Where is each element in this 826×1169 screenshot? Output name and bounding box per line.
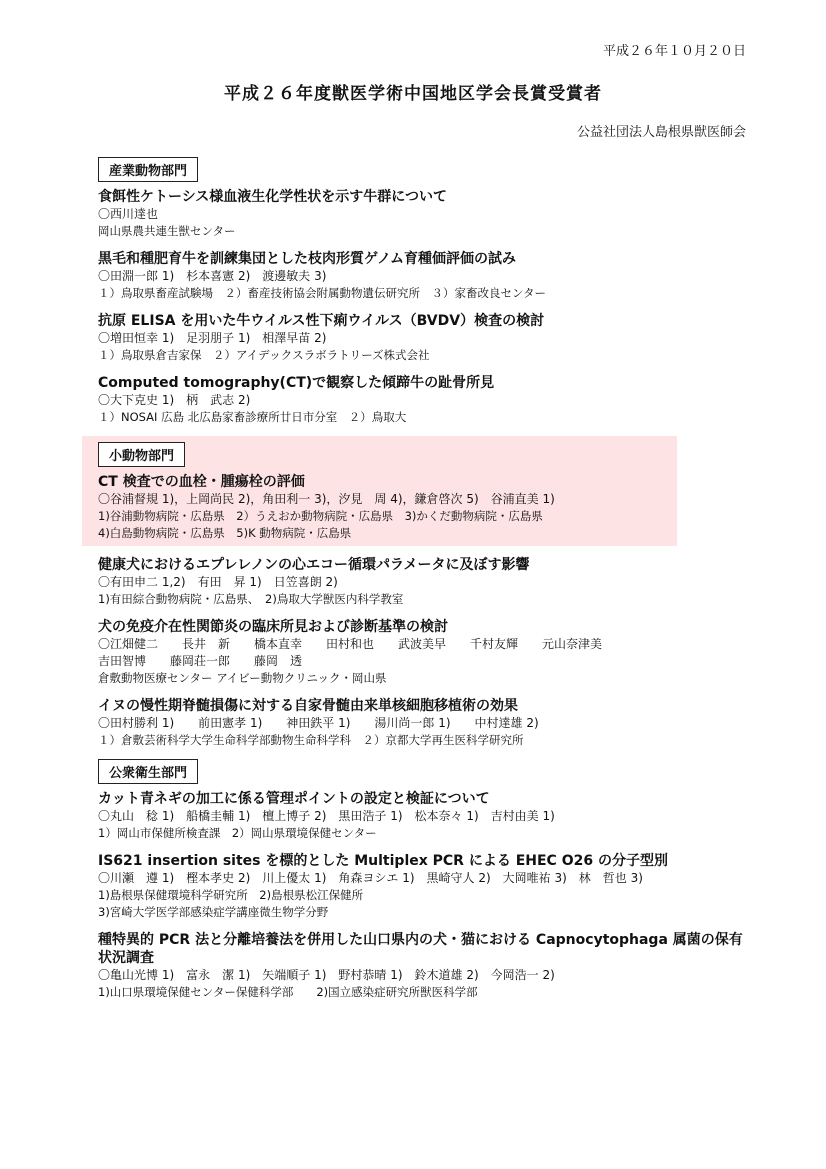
- entry-authors: 〇大下克史 1) 柄 武志 2): [98, 393, 251, 407]
- entry-affiliation: 1）岡山市保健所検査課 2）岡山県環境保健センター: [98, 826, 377, 840]
- document-date: 平成２６年１０月２０日: [602, 44, 746, 59]
- entry-authors: 〇増田恒幸 1) 足羽朋子 1) 相澤早苗 2): [98, 331, 327, 345]
- section-public-health: [98, 759, 748, 1001]
- entry-title: 黒毛和種肥育牛を訓練集団とした枝肉形質ゲノム育種価評価の試み: [98, 251, 517, 267]
- entry-authors: 〇田淵一郎 1) 杉本喜憲 2) 渡邊敏夫 3): [98, 269, 327, 283]
- entry-authors: 〇川瀬 遵 1) 樫本孝史 2) 川上優太 1) 角森ヨシエ 1) 黒崎守人 2) 大岡唯祐 3) 林 哲也 3): [98, 871, 643, 885]
- entry-authors: 吉田智博 藤岡荘一郎 藤岡 透: [98, 654, 303, 668]
- entry-title: CT 検査での血栓・腫瘍栓の評価: [98, 474, 305, 490]
- entry-affiliation: 4)白島動物病院・広島県 5)K 動物病院・広島県: [98, 526, 352, 540]
- entry-title: 健康犬におけるエプレレノンの心エコー循環パラメータに及ぼす影響: [98, 557, 530, 573]
- entry-title: 抗原 ELISA を用いた牛ウイルス性下痢ウイルス（BVDV）検査の検討: [98, 313, 545, 329]
- award-entry: [98, 312, 748, 364]
- section-label: 公衆衛生部門: [98, 759, 198, 784]
- award-entry: [98, 250, 748, 302]
- entry-authors: 〇田村勝利 1) 前田憲孝 1) 神田鉄平 1) 湯川尚一郎 1) 中村達雄 2): [98, 716, 539, 730]
- award-entry: [98, 931, 748, 1001]
- section-label: 小動物部門: [98, 442, 185, 467]
- entry-affiliation: 3)宮崎大学医学部感染症学講座微生物学分野: [98, 905, 329, 919]
- organization-name: 公益社団法人島根県獣医師会: [576, 125, 746, 140]
- entry-authors: 〇谷浦督規 1)，上岡尚民 2)，角田利一 3)，汐見 周 4)，鎌倉啓次 5) 谷浦直美 1): [98, 492, 555, 506]
- section-small-animals: [98, 436, 748, 749]
- entry-title: Computed tomography(CT)で観察した傾蹄牛の趾骨所見: [98, 375, 495, 391]
- award-entry: [98, 188, 748, 240]
- entry-affiliation: １）鳥取県倉吉家保 ２）アイデックスラボラトリーズ株式会社: [98, 348, 430, 362]
- entry-affiliation: 1)島根県保健環境科学研究所 2)島根県松江保健所: [98, 888, 364, 902]
- entry-affiliation: 岡山県農共連生獣センター: [98, 224, 236, 238]
- entry-affiliation: 1)山口県環境保健センター保健科学部 2)国立感染症研究所獣医科学部: [98, 985, 478, 999]
- award-entry: [98, 374, 748, 426]
- entry-title: カット青ネギの加工に係る管理ポイントの設定と検証について: [98, 791, 490, 807]
- award-list: [98, 157, 748, 1011]
- entry-affiliation: 1)有田綜合動物病院・広島県、 2)鳥取大学獣医内科学教室: [98, 592, 404, 606]
- entry-title: 種特異的 PCR 法と分離培養法を併用した山口県内の犬・猫における Capnocytophaga 属菌の保有状況調査: [98, 932, 743, 966]
- highlighted-entry-block: [82, 436, 677, 546]
- entry-affiliation: １）NOSAI 広島 北広島家畜診療所廿日市分室 ２）鳥取大: [98, 410, 407, 424]
- entry-title: イヌの慢性期脊髄損傷に対する自家骨髄由来単核細胞移植術の効果: [98, 698, 518, 714]
- entry-title: 犬の免疫介在性関節炎の臨床所見および診断基準の検討: [98, 619, 448, 635]
- entry-affiliation: １）鳥取県畜産試験場 ２）畜産技術協会附属動物遺伝研究所 ３）家畜改良センター: [98, 286, 547, 300]
- entry-authors: 〇丸山 稔 1) 船橋圭輔 1) 檀上博子 2) 黒田浩子 1) 松本奈々 1) 吉村由美 1): [98, 809, 555, 823]
- award-entry: [98, 473, 661, 542]
- entry-authors: 〇江畑健二 長井 新 橋本直幸 田村和也 武波美早 千村友輝 元山奈津美: [98, 637, 603, 651]
- entry-title: 食餌性ケトーシス様血液生化学性状を示す牛群について: [98, 189, 448, 205]
- entry-authors: 〇西川達也: [98, 207, 159, 221]
- section-label: 産業動物部門: [98, 157, 198, 182]
- award-entry: [98, 697, 748, 749]
- award-entry: [98, 618, 748, 687]
- award-entry: [98, 790, 748, 842]
- entry-authors: 〇亀山光博 1) 富永 潔 1) 矢端順子 1) 野村恭晴 1) 鈴木道雄 2) 今岡浩一 2): [98, 968, 555, 982]
- entry-title: IS621 insertion sites を標的とした Multiplex PCR による EHEC O26 の分子型別: [98, 853, 668, 869]
- award-entry: [98, 852, 748, 921]
- section-industrial-animals: [98, 157, 748, 426]
- award-entry: [98, 556, 748, 608]
- entry-affiliation: １）倉敷芸術科学大学生命科学部動物生命科学科 ２）京都大学再生医科学研究所: [98, 733, 524, 747]
- document-title: 平成２６年度獣医学術中国地区学会長賞受賞者: [224, 84, 602, 104]
- entry-authors: 〇有田申二 1,2) 有田 昇 1) 日笠喜朗 2): [98, 575, 338, 589]
- entry-affiliation: 倉敷動物医療センター アイビー動物クリニック・岡山県: [98, 671, 387, 685]
- entry-affiliation: 1)谷浦動物病院・広島県 2）うえおか動物病院・広島県 3)かくだ動物病院・広島県: [98, 509, 543, 523]
